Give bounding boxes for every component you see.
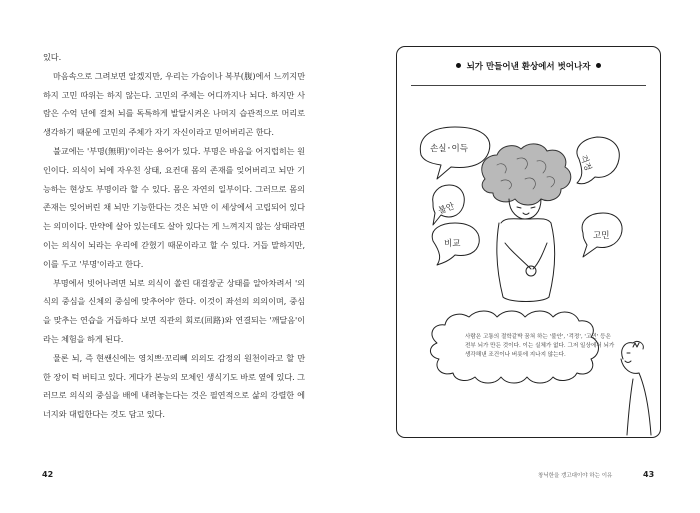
- bubble-loss-gain: 손실·이득: [430, 144, 468, 154]
- brain-illustration: [397, 47, 660, 437]
- cloud-caption: 사람은 고통의 절학같박 꿈쳐 하는 '불안', '걱정', '고민' 등은 전부 뇌가 만든 것이다. 이는 실체가 없다. 그저 일상에서 뇌가 생각해낸 조건이나 버릇에 지나지 않는다.: [465, 334, 615, 359]
- illustration-box: [396, 46, 661, 438]
- body-text: [43, 48, 305, 424]
- right-page: [350, 0, 700, 513]
- paragraph: 마음속으로 그려보면 알겠지만, 우리는 가슴이나 복부(腹)에서 느끼지만 하지 고민 따위는 하지 않는다. 고민의 주체는 어디까지나 뇌다. 하지만 사람은 수억 년에 걸쳐 뇌를 독특하게 발달시켜온 나머지 습관적으로 머리로 생각하기 때문에 고민의 주체가 자기 자신이라고 믿어버리곤 한다.: [43, 70, 305, 138]
- paragraph: 부명에서 빗어나려면 뇌로 의식이 쏠린 대걸장군 상태를 알아차려서 '의식의 중심을 신체의 중심에 맞추어야' 한다. 이것이 좌선의 의의이며, 중심을 맞추는 연습을 거듭하다 보면 직관의 회로(回路)와 연결되는 '깨달음'이라는 체험을 하게 된다.: [43, 277, 305, 344]
- brain-icon: [482, 144, 571, 205]
- paragraph: 있다.: [43, 52, 62, 62]
- bubble-compare: 비교: [444, 239, 461, 249]
- page-number: 43: [643, 470, 655, 479]
- box-title-text: 뇌가 만들어낸 환상에서 벗어나자: [466, 62, 591, 72]
- paragraph: 물론 뇌, 즉 현쌘신에는 영치쁘·꼬리뻬 의의도 감정의 원천이라고 할 만한 장이 턱 버티고 있다. 게다가 본능의 모체인 생식기도 바로 옆에 있다. 그러므로 의식의 중심을 배에 내려놓는다는 것은 필연적으로 삶의 강렬한 에너지와 대립한다는 것도 담고 있다.: [43, 352, 305, 420]
- running-footer: 창닉한을 갱고대이야 하는 이유: [538, 473, 613, 479]
- bubble-worry: 걱정: [577, 153, 593, 173]
- bubble-agony: 고민: [593, 231, 610, 241]
- page-number: 42: [42, 470, 54, 479]
- bubble-anxiety: 불안: [437, 201, 456, 217]
- paragraph: 불교에는 '부명(無明)'이라는 용어가 있다. 부명은 바음을 어지럽히는 원인이다. 의식이 뇌에 자우친 상태, 요컨대 몸의 존재를 잊어버리고 뇌만 기능하는 현상도 부명이라 할 수 있다. 몸은 자연의 일부이다. 그러므로 몸의 존재는 잊어버린 채 뇌만 기능한다는 것은 뇌만 이 세상에서 고립되어 있다는 의미이다. 만약에 살아 있는데도 살아 있다는 게 느껴지지 않는 상태라면 이는 의식이 뇌라는 우리에 갇혔기 때문이라고 할 수 있다. 거듭 말하지만, 이를 두고 '부명'이라고 한다.: [43, 145, 305, 269]
